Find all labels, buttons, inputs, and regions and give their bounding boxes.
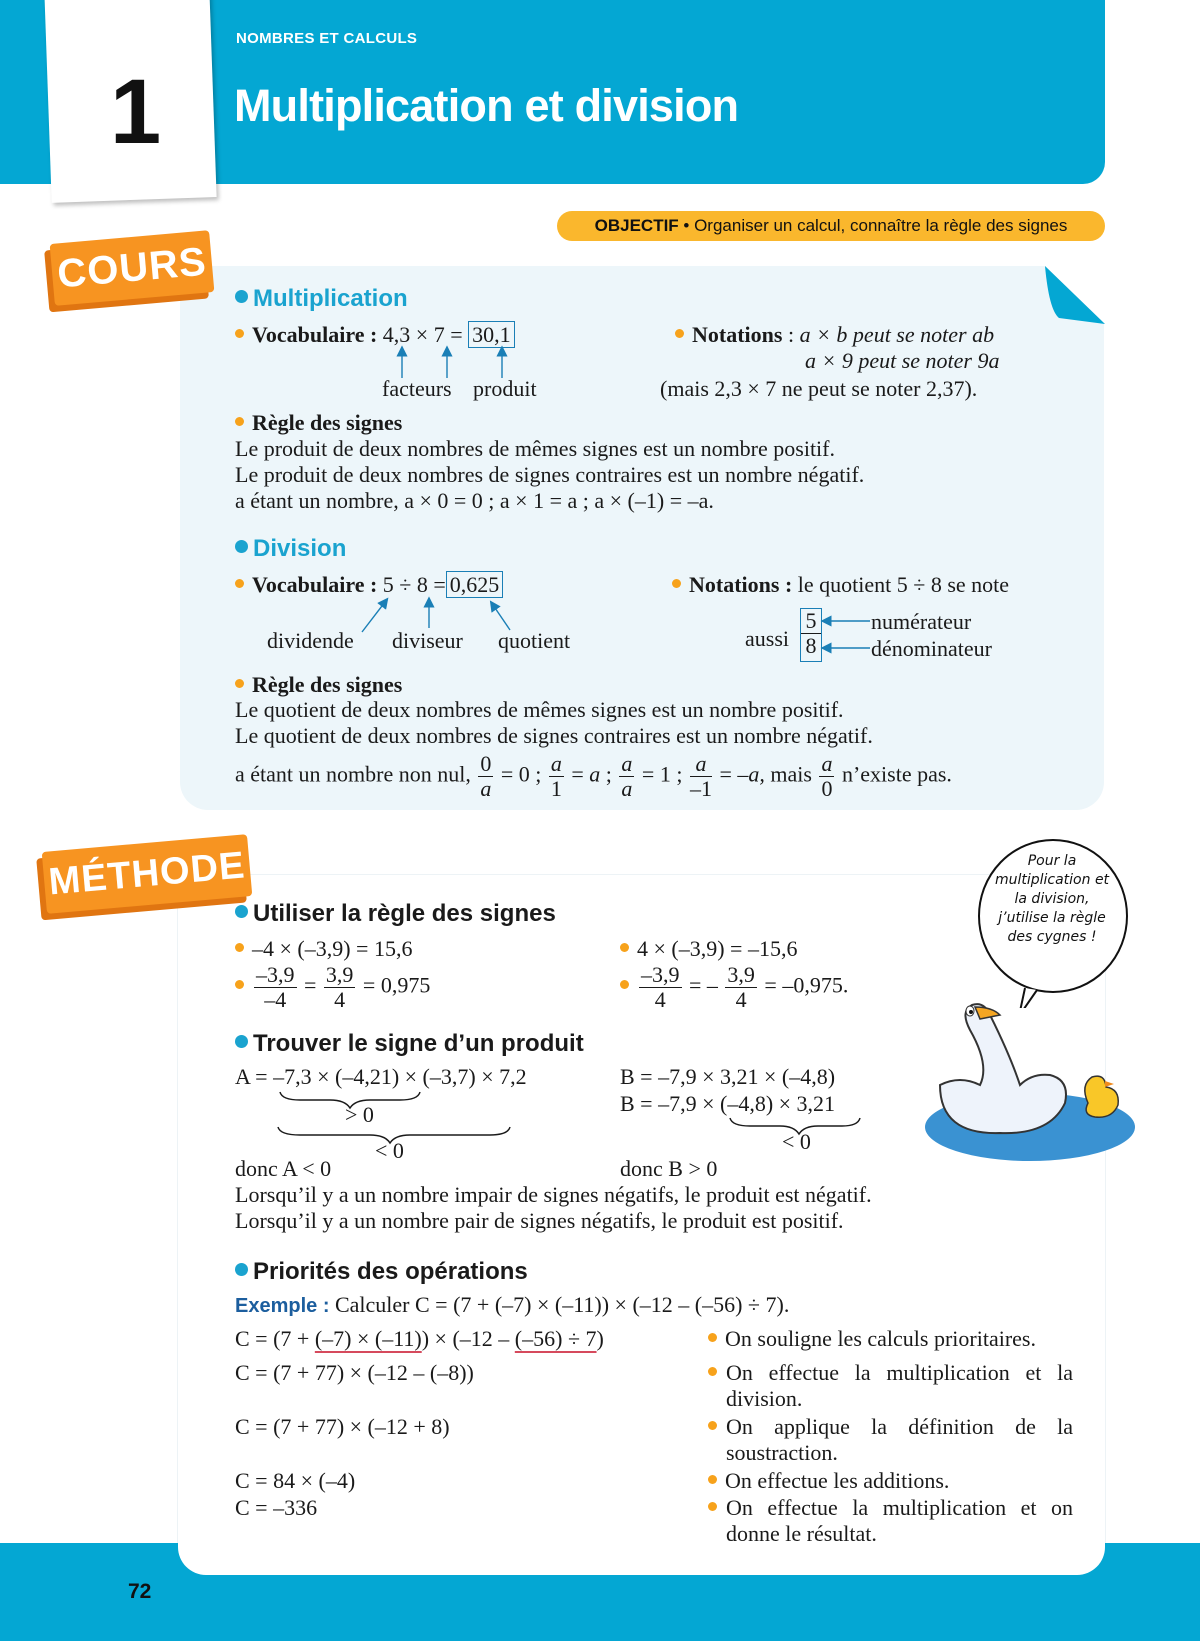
mult-notations-label: Notations (692, 322, 783, 347)
example-text: Calculer C = (7 + (–7) × (–11)) × (–12 – (–56) ÷ 7). (334, 1292, 790, 1317)
frac-ex3-b: $\frac{3,9}{4}$ (325, 962, 354, 1012)
swan-body (940, 1004, 1066, 1133)
mult-notations-line: Notations : a × b peut se noter ab (675, 322, 994, 348)
bullet-dot (708, 1421, 717, 1430)
bullet-dot (235, 980, 244, 989)
fraction-box (800, 608, 822, 662)
div-rule-heading (235, 672, 402, 698)
product-sign-heading (235, 1030, 584, 1058)
div-notations-line (672, 572, 1009, 598)
signs-ex4-result: = –0,975. (764, 972, 849, 998)
chapter-title: Multiplication et division (234, 80, 739, 131)
step-calc-1: C = (7 + (–7) × (–11)) × (–12 – (–56) ÷ 7) (235, 1326, 604, 1351)
step-note-3 (708, 1414, 1073, 1466)
frac-ex3-a: $\frac{-3,9}{-4}$ (256, 962, 295, 1012)
div-rule-3-prefix: a étant un nombre non nul, (235, 761, 471, 787)
frac-a-over-minus1: $\frac{a}{-1}$ (689, 751, 712, 801)
priorities-heading-text: Priorités des opérations (253, 1258, 528, 1285)
section-label: NOMBRES ET CALCULS (236, 30, 418, 47)
product-b-line2: B = –7,9 × (–4,8) × 3,21 (620, 1091, 836, 1116)
mult-vocab-label: Vocabulaire : (252, 322, 378, 347)
label-factors: facteurs (382, 376, 452, 401)
aussi-label: aussi (745, 626, 789, 651)
div-rule-heading-text: Règle des signes (252, 672, 403, 697)
step-note-5-text: On effectue la multiplication et on donne le résultat. (726, 1495, 1073, 1546)
div-vocab-label: Vocabulaire : (252, 572, 378, 597)
bullet-dot (235, 579, 244, 588)
signs-ex4: $\frac{-3,9}{4}$ = – $\frac{3,9}{4}$ = –0,975. (620, 963, 848, 1012)
bullet-dot (620, 980, 629, 989)
fraction-numerator: 5 (801, 609, 821, 634)
mult-rule-3: a étant un nombre, a × 0 = 0 ; a × 1 = a ; a × (–1) = –a. (235, 488, 714, 513)
frac-0-over-a: $\frac{0}{a}$ (480, 751, 492, 801)
mult-rule-2: Le produit de deux nombres de signes contraires est un nombre négatif. (235, 462, 865, 487)
step-note-2 (708, 1360, 1073, 1412)
fraction-denominator: 8 (805, 633, 817, 658)
objectif-pill (557, 211, 1105, 241)
speech-bubble-text: Pour la multiplication et la division, j’utilise la règle des cygnes ! (994, 853, 1110, 945)
signs-ex3: $\frac{-3,9}{-4}$ = $\frac{3,9}{4}$ = 0,975 (235, 963, 430, 1012)
bullet-dot (235, 943, 244, 952)
bullet-dot (675, 329, 684, 338)
mult-vocab-line (235, 322, 515, 348)
duckling (1085, 1076, 1118, 1117)
bullet-dot (235, 905, 248, 918)
product-sign-heading-text: Trouver le signe d’un produit (253, 1030, 584, 1057)
mult-rule-1: Le produit de deux nombres de mêmes signes est un nombre positif. (235, 436, 835, 461)
division-heading-text: Division (253, 535, 347, 562)
step-calc-5: C = –336 (235, 1495, 318, 1520)
step-note-4-text: On effectue les additions. (725, 1468, 950, 1493)
frac-a-over-1: $\frac{a}{1}$ (550, 751, 562, 801)
cours-tag: COURS (50, 230, 215, 306)
label-dividend: dividende (267, 628, 354, 653)
bullet-dot (708, 1367, 717, 1376)
div-rule-3: a étant un nombre non nul, $\frac{0}{a}$ = 0 ; $\frac{a}{1}$ = a ; $\frac{a}{a}$ = 1 ; $\frac{a}{-1}$ = –a, mais $\frac{a}{0}$ n’existe pas. (235, 751, 952, 801)
mult-notation-2 (805, 348, 1000, 374)
bullet-dot (672, 579, 681, 588)
objectif-label: OBJECTIF (594, 216, 679, 235)
label-divisor: diviseur (392, 628, 463, 653)
label-quotient: quotient (498, 628, 571, 653)
div-vocab-expr: 5 ÷ 8 = (382, 572, 446, 597)
chapter-number: 1 (110, 61, 162, 163)
product-a-inner: > 0 (345, 1102, 374, 1127)
division-heading (235, 535, 346, 563)
div-rule-2: Le quotient de deux nombres de signes contraires est un nombre négatif. (235, 723, 873, 748)
product-b-conclusion: donc B > 0 (620, 1156, 718, 1181)
product-a-conclusion: donc A < 0 (235, 1156, 332, 1181)
mult-vocab-result: 30,1 (468, 321, 515, 348)
bullet-dot (235, 329, 244, 338)
step-note-5 (708, 1495, 1073, 1547)
step-note-2-text: On effectue la multiplication et la division. (726, 1360, 1073, 1411)
step-calc-3: C = (7 + 77) × (–12 + 8) (235, 1414, 450, 1439)
page-number: 72 (128, 1580, 152, 1603)
bullet-dot (708, 1333, 717, 1342)
label-product: produit (473, 376, 537, 401)
priorities-example (235, 1292, 789, 1319)
step-calc-4: C = 84 × (–4) (235, 1468, 356, 1493)
div-notations-text: le quotient 5 ÷ 8 se note (797, 572, 1010, 597)
product-b-line1: B = –7,9 × 3,21 × (–4,8) (620, 1064, 836, 1089)
swan-illustration (920, 985, 1145, 1170)
multiplication-heading (235, 285, 408, 313)
mult-notation-3: (mais 2,3 × 7 ne peut se noter 2,37). (660, 376, 978, 401)
page-corner-fold (1045, 266, 1105, 324)
frac-ex4-a: $\frac{-3,9}{4}$ (641, 962, 680, 1012)
div-rule-3-suffix: n’existe pas. (841, 761, 952, 787)
objectif-text: • Organiser un calcul, connaître la règle des signes (678, 216, 1068, 235)
step-calc-2: C = (7 + 77) × (–12 – (–8)) (235, 1360, 474, 1385)
div-rule-1: Le quotient de deux nombres de mêmes signes est un nombre positif. (235, 697, 844, 722)
frac-a-over-0: $\frac{a}{0}$ (821, 751, 833, 801)
mult-vocab-expr: 4,3 × 7 = (382, 322, 463, 347)
signs-ex2 (620, 936, 797, 962)
bullet-dot (708, 1502, 717, 1511)
bullet-dot (235, 1263, 248, 1276)
bullet-dot (235, 679, 244, 688)
signs-ex1 (235, 936, 412, 962)
step-note-3-text: On applique la définition de la soustraction. (726, 1414, 1073, 1465)
mult-notation-1: a × b peut se noter ab (799, 322, 995, 347)
signs-ex3-result: = 0,975 (362, 972, 431, 998)
label-denominator: dénominateur (871, 636, 992, 661)
step-note-4 (708, 1468, 949, 1494)
priorities-heading (235, 1258, 528, 1286)
product-a-line: A = –7,3 × (–4,21) × (–3,7) × 7,2 (235, 1064, 527, 1089)
label-numerator: numérateur (871, 609, 972, 634)
signs-ex2-text: 4 × (–3,9) = –15,6 (637, 936, 798, 961)
mult-rule-heading-text: Règle des signes (252, 410, 403, 435)
product-b-inner: < 0 (782, 1129, 811, 1154)
signs-heading-text: Utiliser la règle des signes (253, 900, 556, 927)
multiplication-heading-text: Multiplication (253, 285, 408, 312)
bullet-dot (235, 290, 248, 303)
signs-ex1-text: –4 × (–3,9) = 15,6 (252, 936, 413, 961)
div-vocab-result: 0,625 (446, 571, 504, 598)
rule-odd: Lorsqu’il y a un nombre impair de signes négatifs, le produit est négatif. (235, 1182, 872, 1207)
rule-even: Lorsqu’il y a un nombre pair de signes négatifs, le produit est positif. (235, 1208, 844, 1233)
mult-notation-2-text: a × 9 peut se noter 9a (805, 348, 1000, 373)
signs-heading (235, 900, 556, 928)
bullet-dot (235, 1035, 248, 1048)
bullet-dot (235, 540, 248, 553)
frac-ex4-b: $\frac{3,9}{4}$ (727, 962, 755, 1012)
mult-rule-heading (235, 410, 402, 436)
bullet-dot (235, 417, 244, 426)
step-note-1-text: On souligne les calculs prioritaires. (725, 1326, 1036, 1351)
bullet-dot (708, 1475, 717, 1484)
methode-tag: MÉTHODE (42, 834, 253, 914)
example-label: Exemple : (235, 1295, 330, 1317)
div-vocab-line (235, 572, 503, 598)
div-notations-label: Notations : (689, 572, 793, 597)
frac-a-over-a: $\frac{a}{a}$ (621, 751, 633, 801)
step-note-1 (708, 1326, 1036, 1352)
swan-beak (975, 1007, 1000, 1019)
product-a-outer: < 0 (375, 1138, 404, 1163)
bullet-dot (620, 943, 629, 952)
